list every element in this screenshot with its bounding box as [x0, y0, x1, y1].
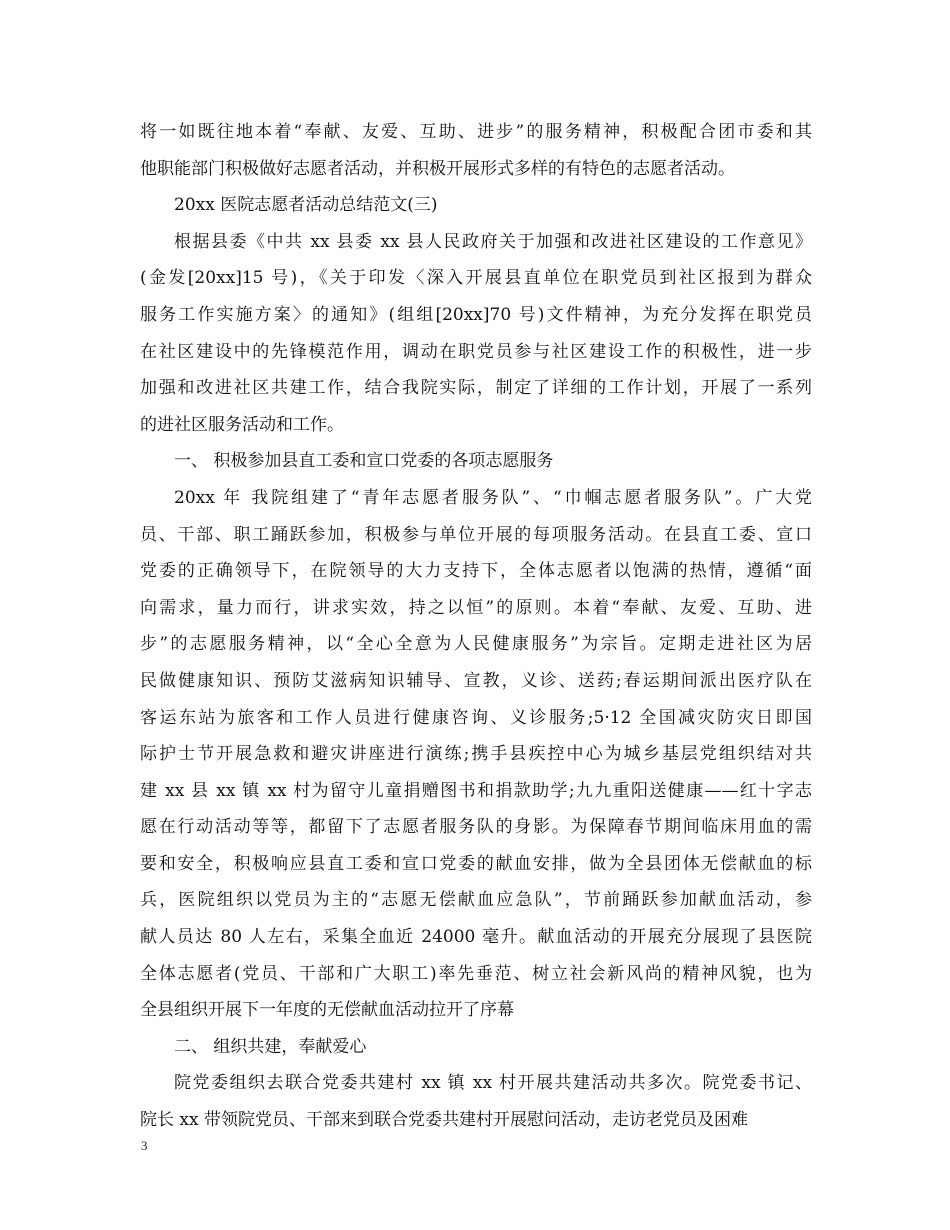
page-number: 3	[141, 1138, 148, 1153]
paragraph-line: 在社区建设中的先锋模范作用，调动在职党员参与社区建设工作的积极性，进一步	[140, 341, 812, 362]
paragraph-line: 要和安全，积极响应县直工委和宣口党委的献血安排，做为全县团体无偿献血的标	[140, 853, 812, 874]
paragraph-line: 的进社区服务活动和工作。	[140, 414, 344, 435]
paragraph-line: 献人员达 80 人左右，采集全血近 24000 毫升。献血活动的开展充分展现了县医院	[140, 927, 812, 948]
paragraph-line: 党委的正确领导下，在院领导的大力支持下，全体志愿者以饱满的热情，遵循“面	[140, 561, 812, 582]
paragraph-line: 步”的志愿服务精神，以“全心全意为人民健康服务”为宗旨。定期走进社区为居	[140, 634, 812, 655]
paragraph-line: 际护士节开展急救和避灾讲座进行演练;携手县疾控中心为城乡基层党组织结对共	[140, 744, 812, 765]
section-heading: 一、 积极参加县直工委和宣口党委的各项志愿服务	[174, 451, 554, 472]
paragraph-line: 院党委组织去联合党委共建村 xx 镇 xx 村开展共建活动共多次。院党委书记、	[174, 1073, 812, 1094]
paragraph-line: 将一如既往地本着“奉献、友爱、互助、进步”的服务精神，积极配合团市委和其	[140, 122, 812, 142]
paragraph-line: 全县组织开展下一年度的无偿献血活动拉开了序幕	[140, 1000, 514, 1021]
paragraph-line: (金发[20xx]15 号)，《关于印发〈深入开展县直单位在职党员到社区报到为群众	[140, 268, 812, 289]
paragraph-line: 向需求，量力而行，讲求实效，持之以恒”的原则。本着“奉献、友爱、互助、进	[140, 597, 812, 618]
paragraph-line: 兵，医院组织以党员为主的“志愿无偿献血应急队”，节前踊跃参加献血活动，参	[140, 890, 812, 911]
paragraph-line: 他职能部门积极做好志愿者活动，并积极开展形式多样的有特色的志愿者活动。	[140, 158, 735, 179]
paragraph-line: 20xx 年 我院组建了“青年志愿者服务队”、“巾帼志愿者服务队”。广大党	[174, 487, 812, 508]
paragraph-line: 民做健康知识、预防艾滋病知识辅导、宣教，义诊、送药;春运期间派出医疗队在	[140, 670, 812, 691]
paragraph-line: 服务工作实施方案〉的通知》(组组[20xx]70 号)文件精神，为充分发挥在职党员	[140, 304, 812, 325]
document-body	[140, 114, 812, 1139]
paragraph-line: 愿在行动活动等等，都留下了志愿者服务队的身影。为保障春节期间临床用血的需	[140, 817, 812, 838]
paragraph-line: 员、干部、职工踊跃参加，积极参与单位开展的每项服务活动。在县直工委、宣口	[140, 524, 812, 545]
paragraph-line: 建 xx 县 xx 镇 xx 村为留守儿童捐赠图书和捐款助学;九九重阳送健康——红十字志	[140, 780, 812, 801]
section-title: 20xx 医院志愿者活动总结范文(三)	[174, 195, 438, 216]
paragraph-line: 根据县委《中共 xx 县委 xx 县人民政府关于加强和改进社区建设的工作意见》	[174, 231, 812, 252]
paragraph-line: 客运东站为旅客和工作人员进行健康咨询、义诊服务;5·12 全国减灾防灾日即国	[140, 707, 812, 728]
paragraph-line: 全体志愿者(党员、干部和广大职工)率先垂范、树立社会新风尚的精神风貌，也为	[140, 963, 812, 984]
paragraph-line: 加强和改进社区共建工作，结合我院实际，制定了详细的工作计划，开展了一系列	[140, 378, 812, 399]
paragraph-line: 院长 xx 带领院党员、干部来到联合党委共建村开展慰问活动，走访老党员及困难	[140, 1110, 748, 1131]
section-heading: 二、 组织共建，奉献爱心	[174, 1036, 367, 1057]
